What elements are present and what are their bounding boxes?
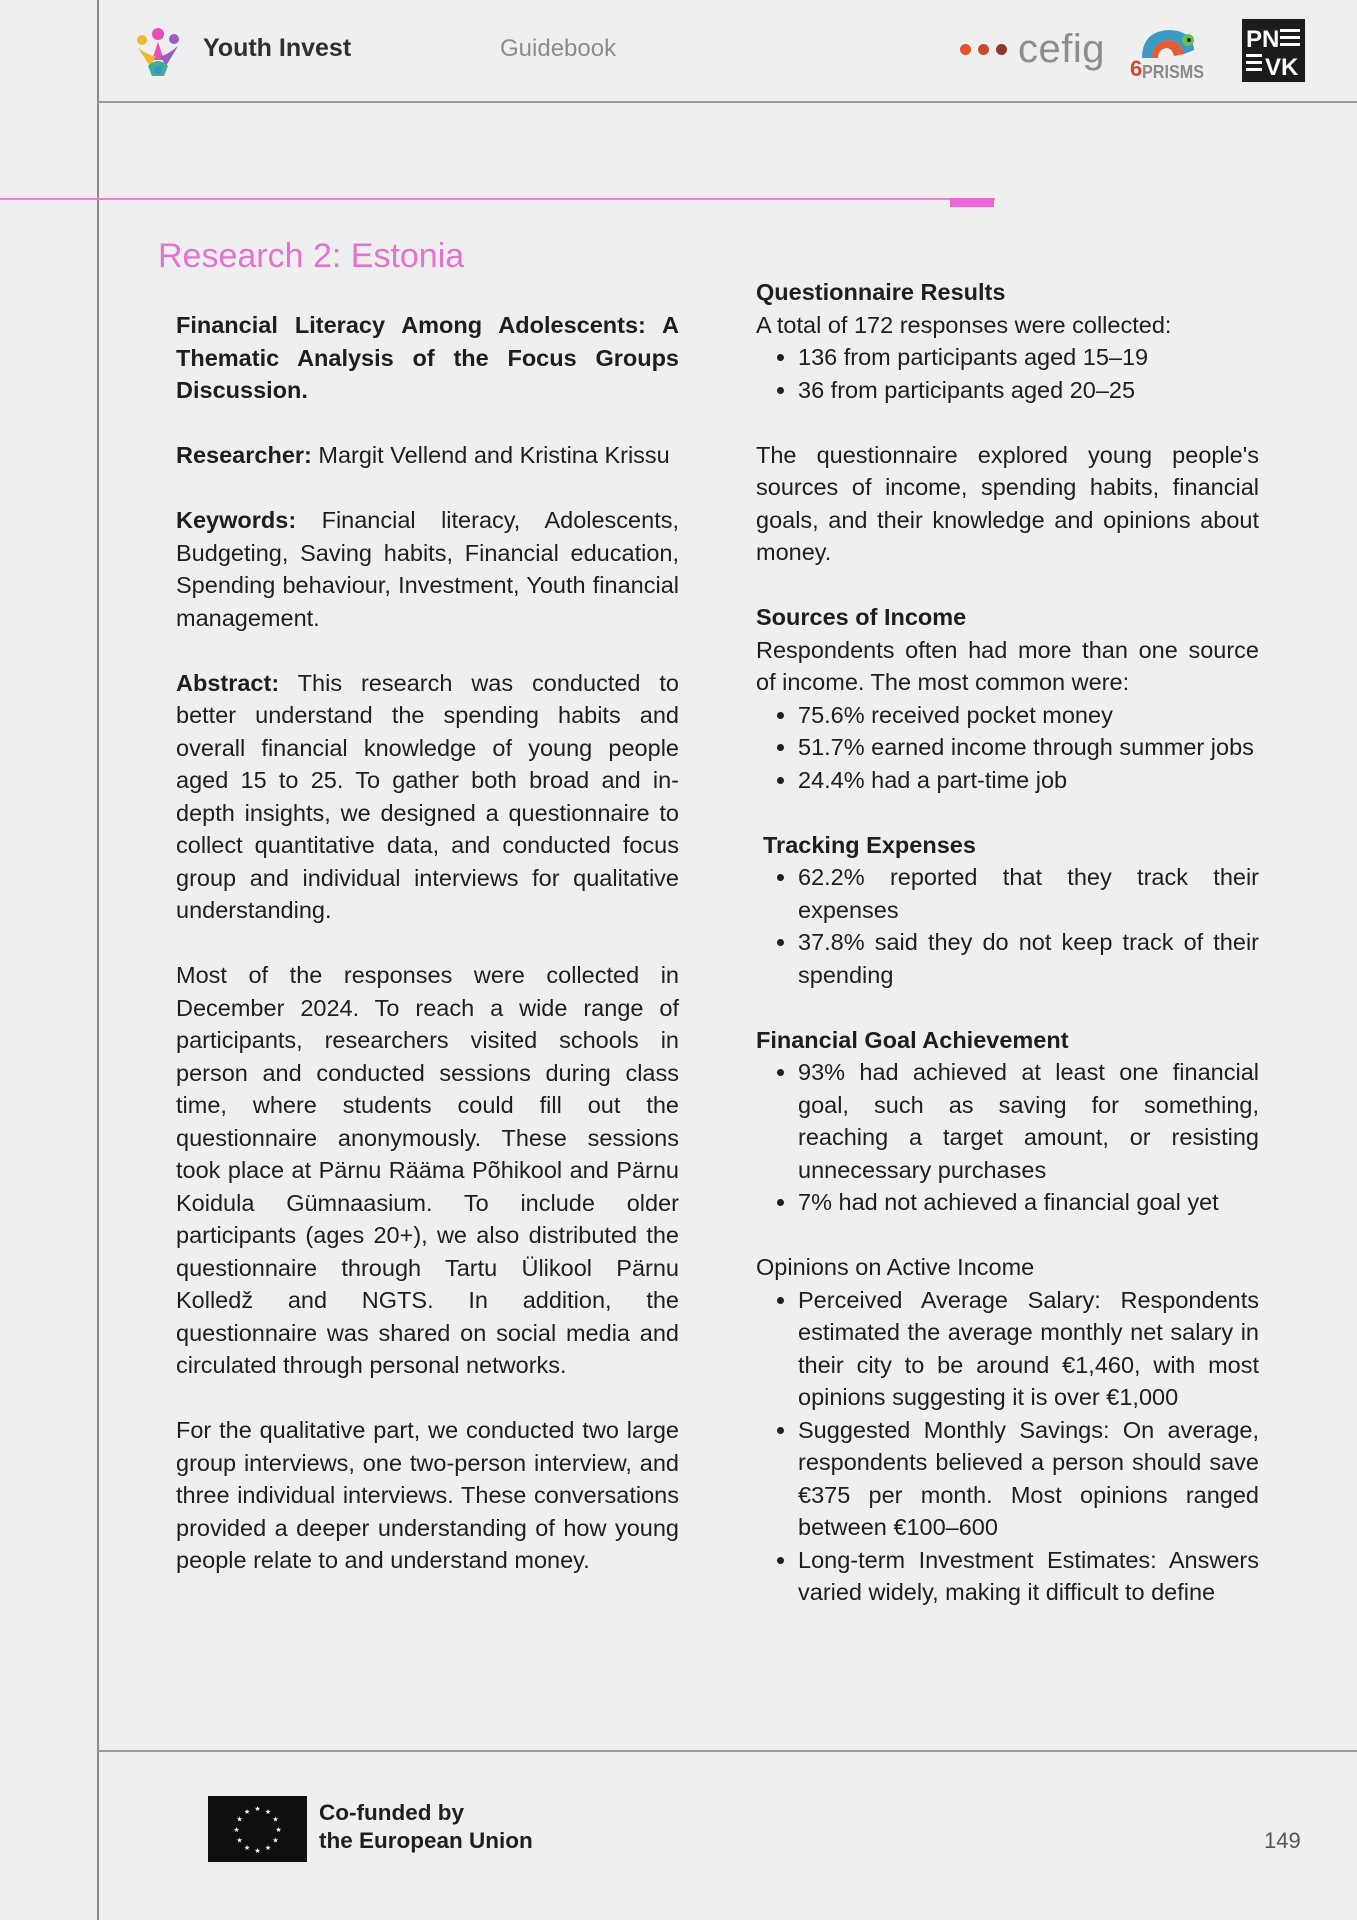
list-item: • 51.7% earned income through summer jobs	[798, 731, 1259, 764]
footer-divider	[98, 1750, 1357, 1752]
list-item: • 7% had not achieved a financial goal yet	[798, 1186, 1259, 1219]
abstract-label: Abstract:	[176, 669, 280, 696]
list-item: • Perceived Average Salary: Respondents estimated the average monthly net salary in their city to be around €1,460, with most opinions suggesting it is over €1,000	[798, 1284, 1259, 1414]
cofunded-line-1: Co-funded by	[319, 1800, 464, 1825]
abstract-text: This research was conducted to better understand the spending habits and overall financial knowledge of young people aged 15 to 25. To gather both broad and in-depth insights, we designed a questionnaire to collect quantitative data, and conducted focus group and individual interviews for qualitative understanding.	[176, 669, 679, 923]
svg-text:VK: VK	[1265, 54, 1299, 81]
svg-text:6: 6	[1130, 56, 1143, 80]
income-list	[756, 699, 1259, 797]
questionnaire-paragraph: The questionnaire explored young people's sources of income, spending habits, financial goals, and their knowledge and opinions about money.	[756, 441, 1259, 565]
left-column	[176, 309, 679, 1609]
list-item: • 24.4% had a part-time job	[798, 764, 1259, 797]
tracking-list	[756, 861, 1259, 991]
list-item: • 37.8% said they do not keep track of their spending	[798, 926, 1259, 991]
accent-tab	[950, 198, 994, 207]
left-margin-rule	[97, 0, 99, 1920]
logo-dot-icon	[996, 44, 1007, 55]
goal-list	[756, 1056, 1259, 1219]
opinions-heading: Opinions on Active Income	[756, 1254, 1035, 1280]
abstract	[176, 667, 679, 927]
svg-text:★: ★	[272, 1815, 279, 1824]
logo-dot-icon	[978, 44, 989, 55]
keywords-text: Financial literacy, Adolescents, Budgeting, Saving habits, Financial education, Spending behaviour, Investment, Youth financial management.	[176, 507, 679, 631]
keywords-line	[176, 504, 679, 634]
list-item: • 62.2% reported that they track their expenses	[798, 861, 1259, 926]
svg-text:PRISMS: PRISMS	[1142, 62, 1204, 80]
svg-text:★: ★	[236, 1836, 243, 1845]
svg-text:★: ★	[243, 1808, 251, 1816]
svg-text:★: ★	[233, 1826, 240, 1834]
list-item: • 36 from participants aged 20–25	[798, 374, 1259, 407]
opinions-list	[756, 1284, 1259, 1609]
accent-rule	[0, 198, 995, 200]
right-column	[756, 276, 1259, 1641]
list-item: • Suggested Monthly Savings: On average, respondents believed a person should save €375 per month. Most opinions ranged between €100–600	[798, 1414, 1259, 1544]
cofunded-label	[319, 1799, 533, 1855]
logo-dot-icon	[960, 44, 971, 55]
pnvk-logo-icon	[1242, 19, 1305, 82]
list-item: • 136 from participants aged 15–19	[798, 341, 1259, 374]
keywords-label: Keywords:	[176, 507, 297, 533]
list-item: • Long-term Investment Estimates: Answers varied widely, making it difficult to define	[798, 1544, 1259, 1609]
eu-flag-icon	[208, 1796, 307, 1862]
header-divider	[98, 101, 1357, 103]
youth-invest-logo-icon	[130, 26, 186, 78]
cofunded-line-2: the European Union	[319, 1828, 533, 1853]
researcher-names: Margit Vellend and Kristina Krissu	[318, 442, 670, 468]
svg-text:★: ★	[236, 1815, 243, 1824]
svg-text:★: ★	[272, 1836, 279, 1845]
cefig-logo	[960, 24, 1105, 74]
qualitative-paragraph: For the qualitative part, we conducted two large group interviews, one two-person interview, and three individual interviews. These conversations provided a deeper understanding of how young people relate to and understand money.	[176, 1417, 679, 1573]
svg-text:★: ★	[254, 1805, 261, 1813]
methods-paragraph: Most of the responses were collected in December 2024. To reach a wide range of participants, researchers visited schools in person and conducted sessions during class time, where students could fill out the questionnaire anonymously. These sessions took place at Pärnu Rääma Põhikool and Pärnu Koidula Gümnaasium. To include older participants (ages 20+), we also distributed the questionnaire through Tartu Ülikool Pärnu Kolledž and NGTS. In addition, the questionnaire was shared on social media and circulated through personal networks.	[176, 962, 679, 1378]
list-item: • 75.6% received pocket money	[798, 699, 1259, 732]
svg-text:★: ★	[264, 1844, 272, 1852]
questionnaire-intro: A total of 172 responses were collected:	[756, 311, 1172, 338]
goal-heading: Financial Goal Achievement	[756, 1026, 1069, 1053]
questionnaire-list	[756, 341, 1259, 406]
svg-text:★: ★	[275, 1826, 282, 1834]
section-label: Guidebook	[500, 35, 617, 62]
page-number: 149	[1264, 1828, 1301, 1853]
svg-text:★: ★	[254, 1847, 261, 1855]
researcher-line	[176, 439, 679, 472]
svg-text:★: ★	[264, 1808, 272, 1816]
questionnaire-heading: Questionnaire Results	[756, 279, 1006, 305]
cefig-logo-text: cefig	[1018, 26, 1105, 71]
brand-name: Youth Invest	[203, 34, 352, 62]
page-title: Research 2: Estonia	[158, 237, 465, 275]
tracking-heading: Tracking Expenses	[763, 831, 976, 858]
researcher-label: Researcher:	[176, 442, 312, 468]
income-heading: Sources of Income	[756, 604, 967, 630]
svg-text:★: ★	[243, 1844, 251, 1852]
svg-text:PN: PN	[1246, 26, 1280, 53]
paper-title: Financial Literacy Among Adolescents: A Thematic Analysis of the Focus Groups Discussion.	[176, 312, 679, 403]
income-intro: Respondents often had more than one source of income. The most common were:	[756, 636, 1259, 695]
prisms-logo-icon	[1128, 24, 1208, 80]
list-item: • 93% had achieved at least one financial goal, such as saving for something, reaching a target amount, or resisting unnecessary purchases	[798, 1056, 1259, 1186]
